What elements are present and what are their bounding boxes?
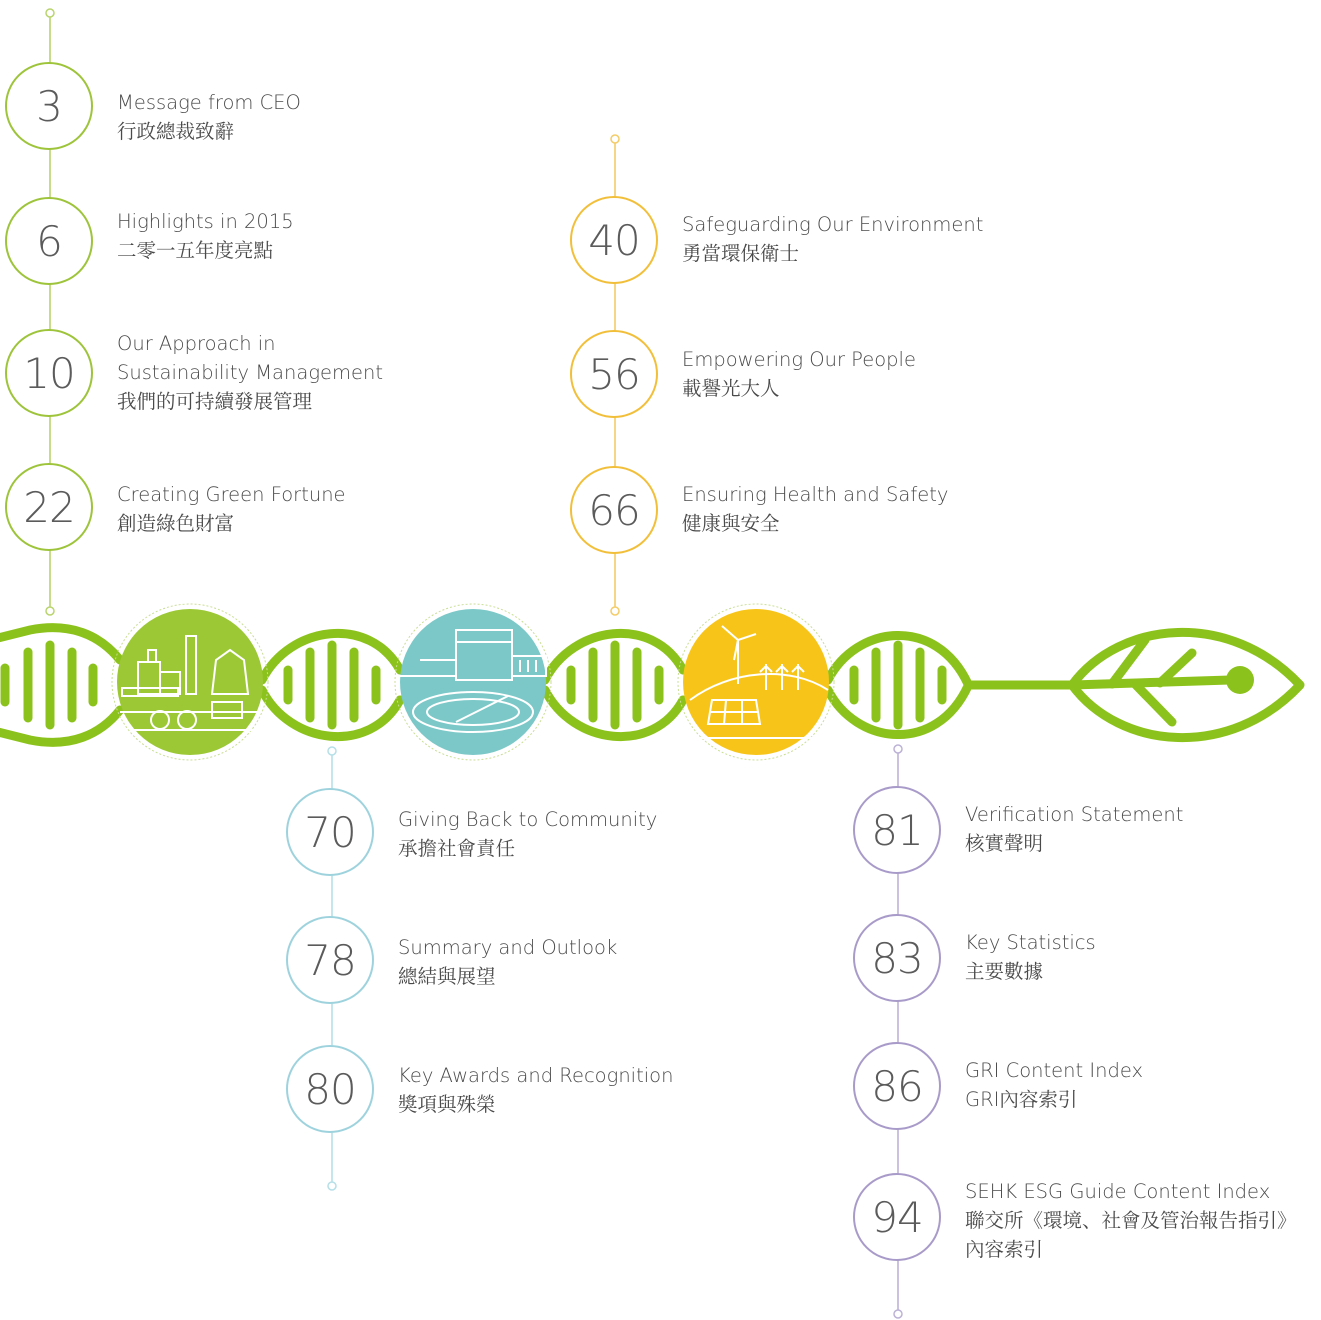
entry-title-en: Empowering Our People <box>682 348 916 371</box>
entry-title-en: GRI Content Index <box>965 1059 1144 1082</box>
entry-title-zh-line1: 聯交所《環境、社會及管治報告指引》 <box>965 1209 1297 1232</box>
entry-title-en: Safeguarding Our Environment <box>682 213 984 236</box>
water-treatment-illustration-icon <box>395 604 551 760</box>
entry-title-en: Message from CEO <box>117 91 301 114</box>
entry-title-zh: 創造綠色財富 <box>117 512 235 535</box>
renewable-energy-illustration-icon <box>678 604 834 760</box>
page-number-badge: 78 <box>286 916 374 1004</box>
entry-title-zh: 我們的可持續發展管理 <box>117 390 313 413</box>
leaf-icon <box>1072 632 1300 737</box>
entry-label <box>117 329 383 416</box>
entry-label <box>398 805 657 863</box>
entry-label <box>965 928 1096 986</box>
entry-title-en: Verification Statement <box>965 803 1184 826</box>
entry-title-zh: 行政總裁致辭 <box>117 120 235 143</box>
entry-label <box>965 1056 1143 1114</box>
page-number-badge: 83 <box>853 914 941 1002</box>
page-number-badge: 94 <box>853 1173 941 1261</box>
entry-title-zh: 主要數據 <box>965 960 1044 983</box>
entry-title-en-line1: Our Approach in <box>117 332 276 355</box>
entry-title-zh: 核實聲明 <box>965 832 1044 855</box>
page-number-badge: 40 <box>570 196 658 284</box>
entry-title-en: Ensuring Health and Safety <box>682 483 949 506</box>
page-number-badge: 80 <box>286 1045 374 1133</box>
entry-title-en: SEHK ESG Guide Content Index <box>965 1180 1271 1203</box>
entry-title-en: Creating Green Fortune <box>117 483 346 506</box>
entry-title-en: Summary and Outlook <box>398 936 618 959</box>
entry-title-en: Key Awards and Recognition <box>398 1064 674 1087</box>
entry-label <box>682 345 916 403</box>
entry-label <box>965 1177 1297 1264</box>
entry-title-zh: 二零一五年度亮點 <box>117 239 274 262</box>
entry-label <box>117 480 346 538</box>
page-number-badge: 10 <box>5 329 93 417</box>
page-number-badge: 86 <box>853 1042 941 1130</box>
entry-title-zh-line2: 內容索引 <box>965 1238 1044 1261</box>
entry-title-en-line2: Sustainability Management <box>117 361 384 384</box>
page-number-badge: 3 <box>5 62 93 150</box>
entry-label <box>117 207 294 265</box>
entry-title-en: Key Statistics <box>965 931 1096 954</box>
page-number-badge: 81 <box>853 786 941 874</box>
page-number-badge: 66 <box>570 466 658 554</box>
entry-title-zh: 承擔社會責任 <box>398 837 516 860</box>
entry-label <box>965 800 1183 858</box>
entry-title-en: Giving Back to Community <box>398 808 658 831</box>
entry-title-zh: 載譽光大人 <box>682 377 780 400</box>
entry-title-en: Highlights in 2015 <box>117 210 294 233</box>
entry-title-zh: 總結與展望 <box>398 965 496 988</box>
entry-label <box>682 480 948 538</box>
entry-label <box>398 933 617 991</box>
factory-illustration-icon <box>112 604 268 760</box>
entry-label <box>117 88 301 146</box>
entry-title-zh: 勇當環保衛士 <box>682 242 800 265</box>
page-number-badge: 56 <box>570 330 658 418</box>
entry-label <box>398 1061 673 1119</box>
entry-label <box>682 210 983 268</box>
entry-title-zh: 獎項與殊榮 <box>398 1093 496 1116</box>
page-number-badge: 22 <box>5 463 93 551</box>
page-number-badge: 70 <box>286 788 374 876</box>
entry-title-zh: GRI內容索引 <box>965 1088 1078 1111</box>
page-number-badge: 6 <box>5 197 93 285</box>
entry-title-zh: 健康與安全 <box>682 512 780 535</box>
